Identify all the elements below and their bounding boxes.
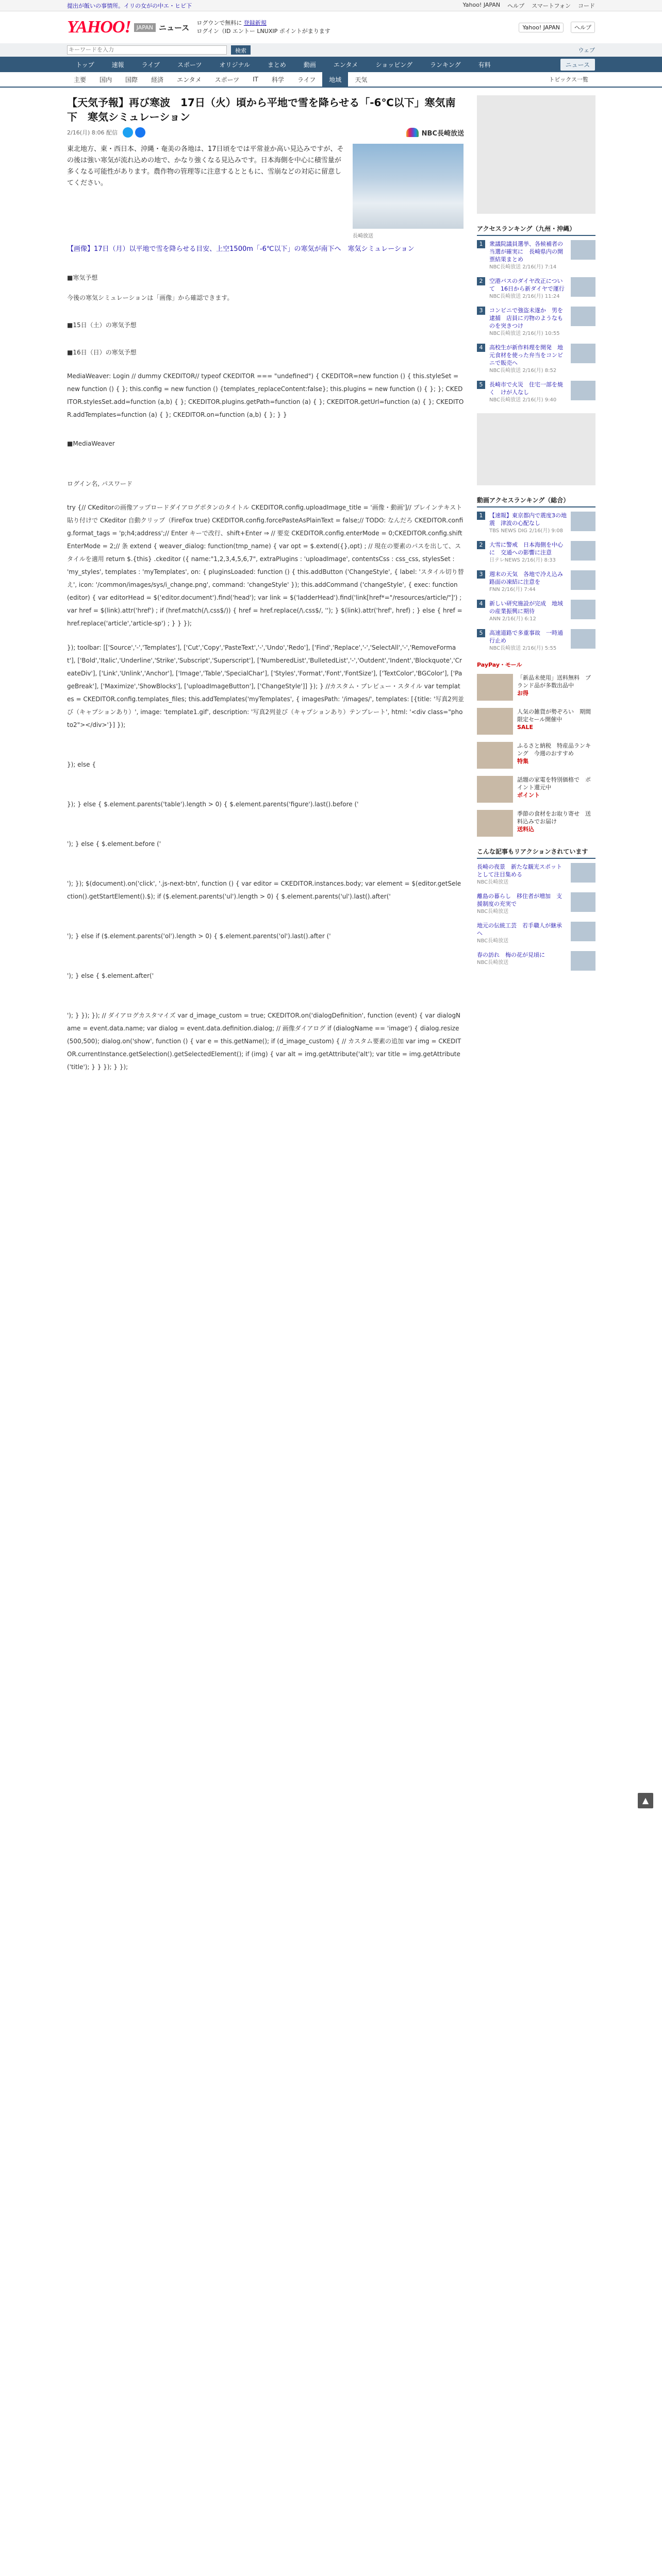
- login-prompt: [196, 19, 330, 36]
- tab-category[interactable]: 主要: [74, 76, 87, 83]
- topics-list-link[interactable]: トピックス一覧: [549, 76, 588, 83]
- promo-text: ふるさと納税 特産品ランキング 今週のおすすめ: [517, 742, 591, 757]
- rank-number: 5: [477, 381, 485, 389]
- rank-time: NBC長崎放送 2/16(月) 7:14: [489, 264, 557, 270]
- nav-item[interactable]: ランキング: [429, 61, 461, 69]
- promo-price: SALE: [517, 724, 533, 731]
- video-ranking-item[interactable]: [477, 512, 595, 535]
- recommend-item[interactable]: [477, 892, 595, 916]
- rank-text: 高速道路で多重事故 一時通行止め: [489, 630, 563, 644]
- recommend-thumbnail: [571, 922, 595, 941]
- promo-price: 送料込: [517, 826, 534, 833]
- nav-item[interactable]: スポーツ: [177, 61, 202, 69]
- yahoo-logo[interactable]: YAHOO!: [67, 18, 131, 37]
- article-photo[interactable]: [353, 144, 464, 239]
- rank-text: 長崎市で火災 住宅一部を焼く けが人なし: [489, 381, 563, 396]
- login-link[interactable]: ログイン（ID エントー LNUXIP ポイントがまります: [196, 28, 330, 35]
- rank-number: 4: [477, 600, 485, 608]
- tab-category[interactable]: スポーツ: [214, 76, 240, 83]
- service-name[interactable]: ニュース: [158, 23, 190, 32]
- rank-number: 1: [477, 512, 485, 520]
- nav-item[interactable]: まとめ: [267, 61, 286, 69]
- rank-number: 5: [477, 629, 485, 637]
- nav-item[interactable]: 有料: [478, 61, 491, 69]
- promo-thumbnail: [477, 742, 513, 769]
- rank-number: 2: [477, 541, 485, 549]
- rank-text: 週末の天気 各地で冷え込み 路面の凍結に注意を: [489, 571, 569, 585]
- news-button[interactable]: ニュース: [560, 59, 595, 71]
- rank-thumbnail: [571, 307, 595, 326]
- promo-text: 季節の食材をお取り寄せ 送料込みでお届け: [517, 810, 591, 825]
- tab-category-active[interactable]: 地域: [322, 72, 348, 88]
- ranking-item[interactable]: [477, 240, 595, 271]
- rank-number: 4: [477, 344, 485, 352]
- rank-text: 衆議院議員選挙、各候補者の当選が確実に 長崎県内の開票結果まとめ: [489, 241, 563, 263]
- rank-thumbnail: [571, 541, 595, 561]
- article-source[interactable]: [406, 128, 464, 138]
- tab-category[interactable]: エンタメ: [177, 76, 202, 83]
- rank-number: 2: [477, 277, 485, 285]
- article-meta: [67, 127, 464, 138]
- promo-text: 話題の家電を特別価格で ポイント還元中: [517, 776, 591, 791]
- ad-banner[interactable]: [477, 413, 595, 485]
- login-prompt-text: ログウンで無料に: [196, 20, 244, 26]
- rank-thumbnail: [571, 512, 595, 531]
- promo-label[interactable]: PayPay・モール: [477, 662, 522, 668]
- search-input[interactable]: [67, 45, 227, 55]
- photo-caption: 長崎放送: [353, 233, 373, 239]
- nav-item[interactable]: ライブ: [141, 61, 160, 69]
- login-label: ログイン名, パスワード: [67, 480, 133, 487]
- code-paragraph: '); } else { $.element.before (': [67, 840, 161, 848]
- video-ranking-item[interactable]: [477, 629, 595, 652]
- nav-item[interactable]: トップ: [76, 61, 94, 69]
- topbar-link[interactable]: Yahoo! JAPAN: [462, 1, 501, 8]
- recommend-item[interactable]: [477, 922, 595, 945]
- promo-item[interactable]: [477, 674, 595, 701]
- code-block: MediaWeaver: Login // dummy CKEDITOR// typeof CKEDITOR === "undefined") { CKEDITOR=new function () { this.styleSet = new function () { }; this.config = new function () {templates_replaceContent:false}; this.plugins = new function () { }; }; CKEDITOR.stylesSet.add=function (a,b) { }; CKEDITOR.plugins.getPath=function (a) { }; CKEDITOR.getUrl=function (a) { }; CKEDITOR.addTemplates=function (a) { }; CKEDITOR.on=function (a,b) { }; } }: [67, 372, 464, 418]
- recommend-text: 春の訪れ 梅の花が見頃に: [477, 952, 545, 958]
- rank-number: 3: [477, 307, 485, 315]
- rank-text: 【速報】東京都内で震度3の地震 津波の心配なし: [489, 512, 567, 527]
- logo-japan-badge: JAPAN: [134, 23, 156, 32]
- promo-text[interactable]: 提出が飯いの事情所。イリの女がの中エ・ヒビ下: [67, 2, 192, 9]
- video-ranking-item[interactable]: [477, 570, 595, 594]
- promo-thumbnail: [477, 776, 513, 803]
- code-paragraph: '); } else if ($.element.parents('ol').length > 0) { $.element.parents('ol').last().after (': [67, 933, 331, 940]
- rank-time: TBS NEWS DIG 2/16(月) 9:08: [489, 528, 564, 534]
- rank-number: 1: [477, 240, 485, 248]
- recommend-thumbnail: [571, 863, 595, 883]
- rank-time: NBC長崎放送 2/16(月) 10:55: [489, 331, 560, 336]
- main-nav: [0, 57, 662, 72]
- promo-price: 特集: [517, 758, 528, 765]
- video-ranking-item[interactable]: [477, 541, 595, 564]
- promo-price: ポイント: [517, 792, 540, 799]
- rank-thumbnail: [571, 240, 595, 260]
- rank-thumbnail: [571, 600, 595, 619]
- rank-time: ANN 2/16(月) 6:12: [489, 616, 536, 622]
- rank-time: NBC長崎放送 2/16(月) 5:55: [489, 646, 557, 651]
- rank-time: NBC長崎放送 2/16(月) 9:40: [489, 397, 557, 403]
- access-ranking-title: アクセスランキング（九州・沖縄）: [477, 224, 595, 236]
- recommend-text: 長崎の夜景 新たな観光スポットとして注目集める: [477, 863, 562, 878]
- register-link[interactable]: 登録新規: [243, 20, 267, 26]
- promo-bar: [0, 0, 662, 11]
- code-paragraphs: [67, 641, 464, 1074]
- tab-category[interactable]: 経済: [151, 76, 164, 83]
- promo-text: 人気の雑貨が勢ぞろい 期間限定セール開催中: [517, 708, 591, 723]
- facebook-share-icon[interactable]: [135, 127, 145, 138]
- code-paragraph: '); } }); }); // ダイアログカスタマイズ var d_image_custom = true; CKEDITOR.on('dialogDefinition', function (event) { var dialogName = event.data.name; var dialog = event.data.definition.dialog; // 画像ダイアログ if (dialogName == 'image') { dialog.resize(500,500); dialog.on('show', function () { var e = this.getName(); if (d_image_custom) { // カスタム要素の追加 var img = CKEDITOR.currentInstance.getSelection().getSelectedElement(); if (img) { var alt = img.getAttribute('alt'); var title = img.getAttribute('title'); } } }); } });: [67, 1012, 461, 1071]
- code-paragraph: '); } else { $.element.after(': [67, 972, 154, 979]
- nav-item[interactable]: エンタメ: [333, 61, 358, 69]
- twitter-share-icon[interactable]: [123, 127, 133, 138]
- tab-category[interactable]: 天気: [355, 76, 368, 83]
- recommend-thumbnail: [571, 951, 595, 971]
- promo-thumbnail: [477, 674, 513, 701]
- ranking-item[interactable]: [477, 277, 595, 300]
- nav-item[interactable]: オリジナル: [219, 61, 250, 69]
- source-name: NBC長崎放送: [421, 129, 464, 138]
- rank-time: 日テレNEWS 2/16(月) 8:33: [489, 557, 556, 563]
- tab-category[interactable]: IT: [253, 76, 258, 83]
- promo-text: 「新品未使用」送料無料 ブランド品が多数出品中: [517, 674, 591, 689]
- article-date: 2/16(月) 8:06 配信: [67, 129, 118, 136]
- help-link[interactable]: ヘルプ: [571, 22, 595, 33]
- related-image-link[interactable]: 【画像】17日（月）以平地で雪を降らせる目安、上空1500m「-6℃以下」の寒気が南下へ 寒気シミュレーション: [67, 245, 415, 253]
- rank-thumbnail: [571, 277, 595, 297]
- code-paragraph: }); toolbar: [['Source','-','Templates'], ['Cut','Copy','PasteText','-','Undo','Redo'], ['Find','Replace','-','SelectAll','-','RemoveFormat'], ['Bold','Italic','Underline','Strike','Subscript','Superscript'], ['NumberedList','BulletedList','-','Outdent','Indent','Blockquote','CreateDiv'], ['Link','Unlink','Anchor'], ['Image','Table','SpecialChar'], ['Styles','Format','Font','FontSize'], ['TextColor','BGColor'], ['PageBreak'], ['Maximize','ShowBlocks'], ['uploadImageButton'], ['ChangeStyle']] }); } //カスタム・プレビュー・スタイル var templates = CKEDITOR.config.templates_files; this.addTemplates('myTemplates', { imagesPath: '/images/', templates: [{title: '写真2列並び（キャプションあり）', image: 'template1.gif', description: '写真2列並び（キャプションあり）テンプレート', html: '<div class="photo2"></div>'}] });: [67, 644, 464, 728]
- video-ranking-title: 動画アクセスランキング（総合）: [477, 496, 595, 507]
- promo-thumbnail: [477, 708, 513, 735]
- topbar-link[interactable]: コード: [578, 2, 595, 9]
- video-ranking-item[interactable]: [477, 600, 595, 623]
- article-title: 【天気予報】再び寒波 17日（火）頃から平地で雪を降らせる「-6℃以下」寒気南下 寒気シミュレーション: [67, 96, 456, 123]
- code-paragraph: '); }); $(document).on('click', '.js-next-btn', function () { var editor = CKEDITOR.instances.body; var element = $(editor.getSelection().getStartElement().$); if ($.element.parents('ul').length > 0) { $.element.parents('ul').last().after(': [67, 880, 461, 900]
- section-heading: ■寒気予想: [67, 274, 98, 281]
- promo-item[interactable]: [477, 810, 595, 837]
- nbc-logo-icon: [406, 128, 419, 137]
- article-lead: [67, 144, 464, 239]
- tab-category[interactable]: 国内: [100, 76, 112, 83]
- recommend-thumbnail: [571, 892, 595, 912]
- search-bar: [0, 43, 662, 57]
- rank-thumbnail: [571, 629, 595, 649]
- web-search-link[interactable]: ウェブ: [578, 47, 595, 54]
- tab-category[interactable]: 国際: [125, 76, 138, 83]
- rank-thumbnail: [571, 344, 595, 363]
- rank-text: 空港バスのダイヤ改正について 16日から新ダイヤで運行: [489, 278, 565, 292]
- nav-item[interactable]: 動画: [303, 61, 316, 69]
- rank-thumbnail: [571, 381, 595, 400]
- section-heading: ■16日（日）の寒気予想: [67, 349, 137, 356]
- section-text: 今後の寒気シミュレーションは「画像」から確認できます。: [67, 294, 234, 301]
- nav-item[interactable]: 速報: [111, 61, 124, 69]
- sidebar: [477, 95, 595, 977]
- promo-thumbnail: [477, 810, 513, 837]
- site-header: [0, 11, 662, 43]
- recommend-text: 離島の暮らし 移住者が増加 支援制度の充実で: [477, 893, 562, 907]
- yahoo-top-link[interactable]: Yahoo! JAPAN: [519, 23, 564, 32]
- ranking-item[interactable]: [477, 307, 595, 337]
- recommend-item[interactable]: [477, 951, 595, 971]
- rank-text: 新しい研究施設が完成 地域の産業振興に期待: [489, 600, 563, 615]
- rank-thumbnail: [571, 570, 595, 590]
- tab-category[interactable]: ライフ: [297, 76, 316, 83]
- ad-banner[interactable]: [477, 95, 595, 214]
- rank-time: NBC長崎放送 2/16(月) 11:24: [489, 294, 560, 299]
- lead-paragraph: 東北地方、東・西日本、沖縄・奄美の各地は、17日頃をでは平常並か高い見込みですが、その後は強い寒気が流れ込めの地で、かなり強くなる見込みです。日本海側を中心に積雪量が多くなる可能性があります。農作物の管理等に注意するとともに、雪崩などの対応に留意してください。: [67, 145, 344, 187]
- section-heading: ■15日（土）の寒気予想: [67, 321, 137, 329]
- promo-item[interactable]: [477, 708, 595, 735]
- ranking-item[interactable]: [477, 344, 595, 375]
- ranking-item[interactable]: [477, 381, 595, 404]
- section-heading: ■MediaWeaver: [67, 440, 115, 447]
- recommend-source: NBC長崎放送: [477, 960, 509, 965]
- promo-item[interactable]: [477, 776, 595, 803]
- rank-text: 高校生が新作料理を開発 地元食材を使った弁当をコンビニで販売へ: [489, 344, 563, 366]
- recommend-source: NBC長崎放送: [477, 938, 509, 944]
- rank-text: 大雪に警戒 日本海側を中心に 交通への影響に注意: [489, 541, 563, 556]
- topbar-link[interactable]: スマートフォン: [532, 2, 571, 9]
- rank-number: 3: [477, 570, 485, 579]
- recommend-text: 地元の伝統工芸 若手職人が継承へ: [477, 922, 562, 937]
- rank-time: NBC長崎放送 2/16(月) 8:52: [489, 368, 557, 374]
- code-block: try {// CKeditorの画像アップロードダイアログボタンのタイトル CKEDITOR.config.uploadImage_title = '画像・動画']// プレインテキスト貼り付けで CKeditor 自動クリップ（FireFox true) CKEDITOR.config.forcePasteAsPlainText = false;// TODO: なんだろ CKEDITOR.config.format_tags = 'p;h4;address';// Enter キーで改行、shift+Enter ⇒ // 要変 CKEDITOR.config.enterMode = 0;CKEDITOR.config.shiftEnterMode = 2;// 条 extend { weaver_dialog: function(tmp_name) { var opt = $.extend({},opt) ; // 現在の要素のパスを出して、スタイルを適用 return $.{this} .ckeditor ({ name:"1,2,3,4,5,6,7", extraPlugins : 'uploadImage', contentsCss : css_css, stylesSet : 'my_styles', templates : 'myTemplates', on: { pluginsLoaded: function () { this.addButton ('ChangeStyle', { label: 'スタイル切り替え', icon: '/common/images/sys/i_change.png', command: 'changeStyle' }); this.addCommand ('changeStyle', { exec: function (editor) { var editorHead = $('editor.document').find('head'); var link = $('ladderHead').find('link[href*="/resources/article/"]') ; var href = $(link).attr('href') ; if (href.match(/\.css$/)) { href = href.replace(/\.css$/, ''); } $(link).attr('href', href) ; } else { href = href.replace('article','article-sp') ; } } });: [67, 504, 464, 627]
- promo-item[interactable]: [477, 742, 595, 769]
- rank-time: FNN 2/16(月) 7:44: [489, 587, 536, 592]
- topbar-link[interactable]: ヘルプ: [507, 2, 525, 9]
- recommend-source: NBC長崎放送: [477, 879, 509, 885]
- recommend-title: こんな記事もリアクションされています: [477, 847, 595, 859]
- category-nav: [0, 72, 662, 88]
- rank-text: コンビニで強盗未遂か 男を逮捕 店員に刃物のようなものを突きつけ: [489, 307, 563, 329]
- tab-category[interactable]: 科学: [272, 76, 285, 83]
- promo-price: お得: [517, 690, 528, 697]
- article-main: [67, 95, 464, 1100]
- recommend-source: NBC長崎放送: [477, 909, 509, 914]
- search-button[interactable]: 検索: [231, 45, 251, 55]
- code-paragraph: }); } else { $.element.parents('table').length > 0) { $.element.parents('figure').last().before (': [67, 801, 359, 808]
- recommend-item[interactable]: [477, 863, 595, 886]
- nav-item[interactable]: ショッピング: [375, 61, 412, 69]
- code-paragraph: }); else {: [67, 761, 96, 768]
- scroll-to-top-button[interactable]: ▲: [638, 1793, 653, 1808]
